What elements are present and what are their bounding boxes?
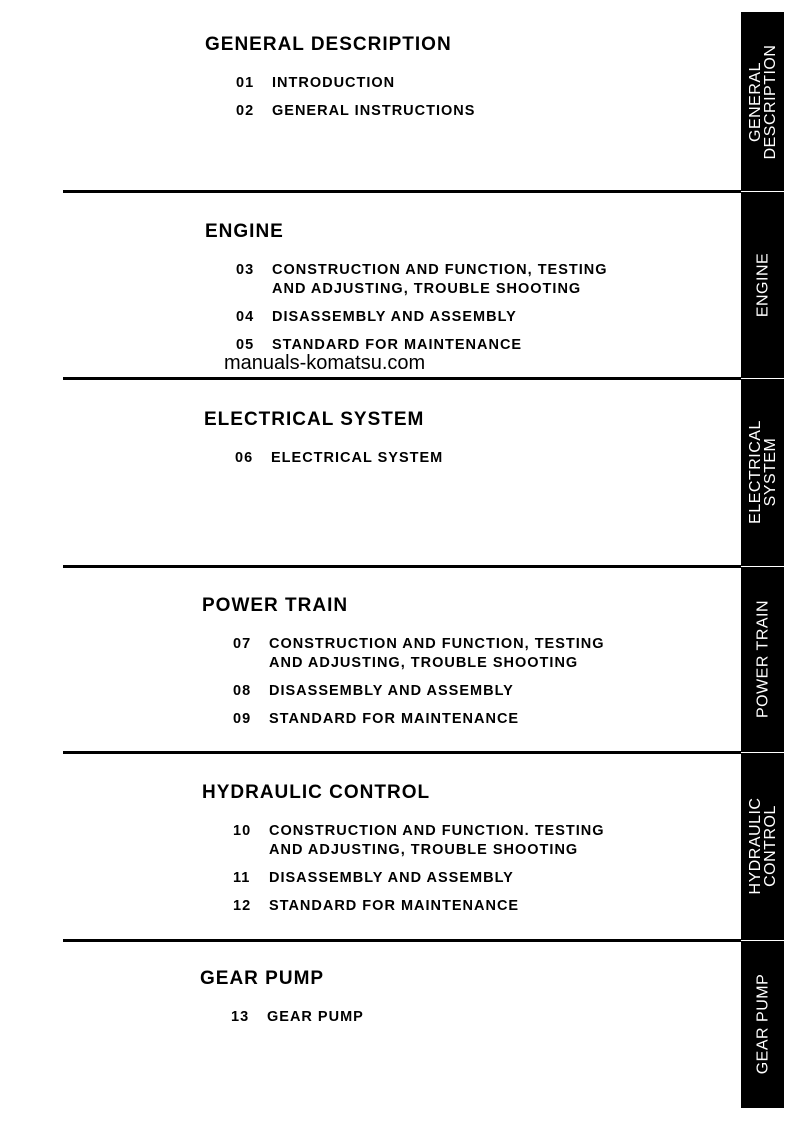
item-text-line: GENERAL INSTRUCTIONS xyxy=(272,103,476,119)
toc-item[interactable] xyxy=(233,682,514,701)
tab-separator xyxy=(741,940,784,941)
section-title: ENGINE xyxy=(205,221,284,242)
item-text xyxy=(269,897,519,916)
section-tab-label-line: DESCRIPTION xyxy=(761,44,779,159)
tab-separator xyxy=(741,752,784,753)
item-text-line: DISASSEMBLY AND ASSEMBLY xyxy=(269,683,514,699)
item-text-line: CONSTRUCTION AND FUNCTION, TESTING xyxy=(269,636,605,652)
section-tab[interactable] xyxy=(741,752,784,940)
item-number: 06 xyxy=(235,450,254,466)
section-tab[interactable] xyxy=(741,566,784,752)
section-tab-label xyxy=(748,420,778,524)
item-text xyxy=(269,710,519,729)
section-tab-label-line: ELECTRICAL xyxy=(746,420,764,524)
item-text-line: AND ADJUSTING, TROUBLE SHOOTING xyxy=(272,281,582,297)
item-number: 01 xyxy=(236,75,255,91)
item-text-line: STANDARD FOR MAINTENANCE xyxy=(269,711,520,727)
section-divider xyxy=(63,751,743,754)
item-text xyxy=(272,261,608,299)
section-tab-label xyxy=(755,252,770,316)
toc-item[interactable] xyxy=(233,710,519,729)
item-text xyxy=(272,102,475,121)
toc-item[interactable] xyxy=(233,822,605,860)
toc-item[interactable] xyxy=(236,308,517,327)
item-number: 13 xyxy=(231,1009,250,1025)
item-number: 08 xyxy=(233,683,252,699)
section-tab[interactable] xyxy=(741,191,784,378)
toc-item[interactable] xyxy=(231,1008,364,1027)
tab-separator xyxy=(741,566,784,567)
item-text-line: CONSTRUCTION AND FUNCTION. TESTING xyxy=(269,823,605,839)
item-text-line: DISASSEMBLY AND ASSEMBLY xyxy=(269,870,514,886)
section-tab-label-line: ENGINE xyxy=(754,252,771,317)
item-number: 02 xyxy=(236,103,255,119)
section-title: POWER TRAIN xyxy=(202,595,349,616)
section-tab-label-line: POWER TRAIN xyxy=(754,599,771,719)
section-tab[interactable] xyxy=(741,12,784,191)
section-title: GEAR PUMP xyxy=(200,968,325,989)
item-text xyxy=(269,822,605,860)
toc-item[interactable] xyxy=(233,897,519,916)
item-text-line: GEAR PUMP xyxy=(267,1009,364,1025)
section-divider xyxy=(63,377,743,380)
item-text xyxy=(272,308,517,327)
section-divider xyxy=(63,939,743,942)
section-tab-label-line: GENERAL xyxy=(746,61,764,142)
section-divider xyxy=(63,190,743,193)
item-text-line: STANDARD FOR MAINTENANCE xyxy=(269,898,520,914)
item-number: 12 xyxy=(233,898,252,914)
item-text-line: DISASSEMBLY AND ASSEMBLY xyxy=(272,309,517,325)
item-text-line: AND ADJUSTING, TROUBLE SHOOTING xyxy=(269,655,579,671)
item-number: 11 xyxy=(233,870,251,886)
item-number: 03 xyxy=(236,262,255,278)
section-title: ELECTRICAL SYSTEM xyxy=(204,409,425,430)
item-text-line: ELECTRICAL SYSTEM xyxy=(271,450,444,466)
section-tab-label-line: SYSTEM xyxy=(761,437,779,507)
section-tab-label-line: HYDRAULIC xyxy=(746,797,764,895)
toc-item[interactable] xyxy=(236,102,475,121)
section-title: HYDRAULIC CONTROL xyxy=(202,782,431,803)
item-text xyxy=(271,449,443,468)
item-text-line: INTRODUCTION xyxy=(272,75,396,91)
item-text-line: CONSTRUCTION AND FUNCTION, TESTING xyxy=(272,262,608,278)
item-number: 04 xyxy=(236,309,255,325)
section-title: GENERAL DESCRIPTION xyxy=(205,34,452,55)
watermark-text: manuals-komatsu.com xyxy=(224,352,426,374)
section-tab-label-line: CONTROL xyxy=(761,805,779,887)
toc-item[interactable] xyxy=(233,635,605,673)
section-tab-label-line: GEAR PUMP xyxy=(754,973,771,1075)
toc-item[interactable] xyxy=(233,869,514,888)
item-number: 07 xyxy=(233,636,252,652)
item-text xyxy=(272,74,395,93)
item-text xyxy=(269,635,605,673)
item-text-line: STANDARD FOR MAINTENANCE xyxy=(272,337,523,353)
item-number: 05 xyxy=(236,337,255,353)
section-tab-label xyxy=(748,44,778,159)
section-tab[interactable] xyxy=(741,378,784,566)
item-number: 10 xyxy=(233,823,252,839)
toc-item[interactable] xyxy=(235,449,443,468)
section-tab[interactable] xyxy=(741,940,784,1108)
section-divider xyxy=(63,565,743,568)
section-tab-label xyxy=(755,600,770,718)
toc-item[interactable] xyxy=(236,261,608,299)
tab-separator xyxy=(741,378,784,379)
item-text xyxy=(269,869,514,888)
item-number: 09 xyxy=(233,711,252,727)
toc-item[interactable] xyxy=(236,74,395,93)
item-text xyxy=(269,682,514,701)
item-text xyxy=(267,1008,364,1027)
section-tab-label xyxy=(748,798,778,895)
section-tab-label xyxy=(755,974,770,1075)
item-text-line: AND ADJUSTING, TROUBLE SHOOTING xyxy=(269,842,579,858)
tab-separator xyxy=(741,191,784,192)
